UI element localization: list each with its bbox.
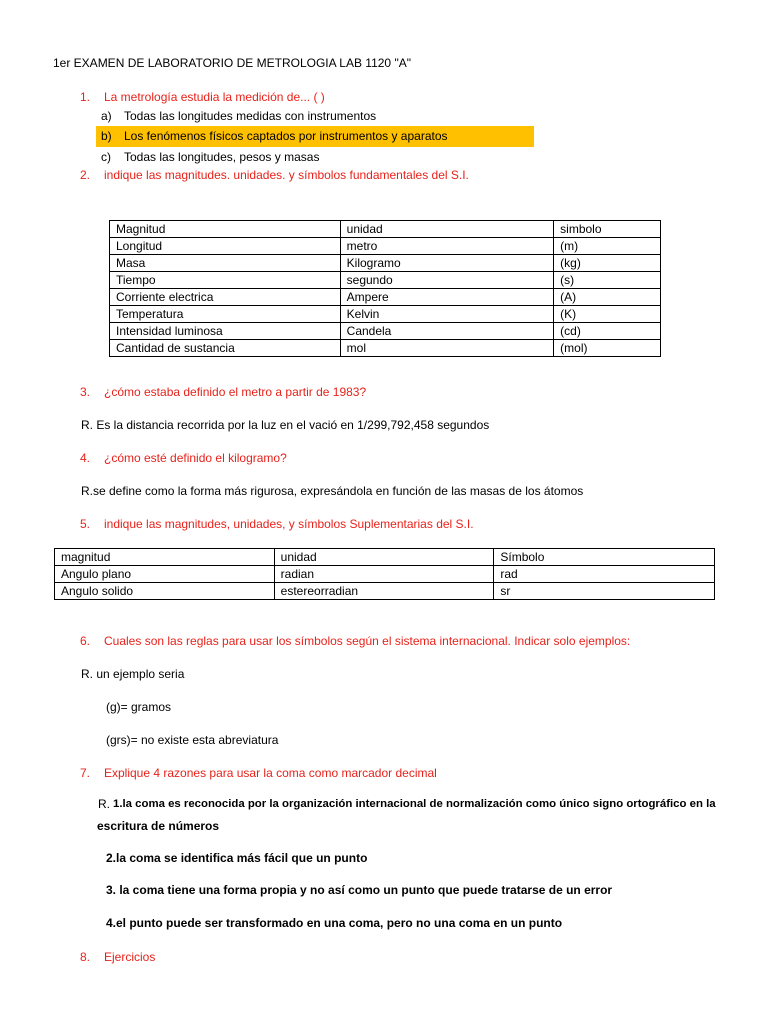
table-row [110,306,661,323]
question-5-text: indique las magnitudes, unidades, y símbolos Suplementarias del S.I. [104,517,474,531]
table-cell: metro [340,238,554,255]
table-cell: segundo [340,272,554,289]
table-row [55,566,715,583]
table-header-row [110,221,661,238]
question-2-text: indique las magnitudes. unidades. y símbolos fundamentales del S.I. [104,168,469,182]
table-cell: Kilogramo [340,255,554,272]
answer-3: R. Es la distancia recorrida por la luz en el vació en 1/299,792,458 segundos [81,418,490,432]
question-7-text: Explique 4 razones para usar la coma como marcador decimal [104,766,437,780]
table-cell: (cd) [554,323,661,340]
question-2-number: 2. [80,168,91,182]
answer-6: R. un ejemplo seria [81,667,185,681]
table-header-cell: simbolo [554,221,661,238]
table-header-cell: unidad [340,221,554,238]
question-4-number: 4. [80,451,91,465]
example-item: (grs)= no existe esta abreviatura [106,733,279,747]
table-cell: Corriente electrica [110,289,341,306]
reason-3: 3. la coma tiene una forma propia y no así como un punto que puede tratarse de un error [106,883,613,897]
table-cell: (s) [554,272,661,289]
option-c-letter: c) [101,150,111,164]
question-8-text: Ejercicios [104,950,156,964]
reason-1-line-2: escritura de números [97,819,220,833]
reason-4: 4.el punto puede ser transformado en una coma, pero no una coma en un punto [106,916,563,930]
table-cell: Temperatura [110,306,341,323]
option-b-letter: b) [101,129,112,143]
table-row [110,272,661,289]
table-cell: Angulo plano [55,566,275,583]
table-cell: (K) [554,306,661,323]
option-c-text: Todas las longitudes, pesos y masas [124,150,320,164]
table-cell: Intensidad luminosa [110,323,341,340]
reason-2: 2.la coma se identifica más fácil que un punto [106,851,368,865]
table-row [110,238,661,255]
table-cell: radian [274,566,494,583]
question-3-number: 3. [80,385,91,399]
fundamental-units-table [109,220,661,357]
table-cell: mol [340,340,554,357]
table-row [110,340,661,357]
example-item: (g)= gramos [106,700,172,714]
table-cell: rad [494,566,715,583]
table-row [55,583,715,600]
table-cell: Longitud [110,238,341,255]
table-cell: estereorradian [274,583,494,600]
question-1-number: 1. [80,90,91,104]
question-7-number: 7. [80,766,91,780]
question-8-number: 8. [80,950,91,964]
question-5-number: 5. [80,517,91,531]
question-1-text: La metrología estudia la medición de... ( ) [104,90,325,104]
question-6-text: Cuales son las reglas para usar los símbolos según el sistema internacional. Indicar solo ejemplos: [104,634,631,648]
table-cell: (m) [554,238,661,255]
table-cell: Tiempo [110,272,341,289]
table-row [110,255,661,272]
table-header-cell: unidad [274,549,494,566]
answer-4: R.se define como la forma más rigurosa, expresándola en función de las masas de los átomos [81,484,584,498]
page-title: 1er EXAMEN DE LABORATORIO DE METROLOGIA LAB 1120 "A" [53,56,411,70]
table-cell: Cantidad de sustancia [110,340,341,357]
question-6-number: 6. [80,634,91,648]
table-header-cell: magnitud [55,549,275,566]
table-cell: (A) [554,289,661,306]
reason-1-line-1: 1.la coma es reconocida por la organización internacional de normalización como único signo ortográfico en la [113,798,716,810]
option-a-text: Todas las longitudes medidas con instrumentos [124,109,377,123]
table-cell: sr [494,583,715,600]
table-header-row [55,549,715,566]
table-cell: (mol) [554,340,661,357]
question-3-text: ¿cómo estaba definido el metro a partir de 1983? [104,385,367,399]
table-cell: Angulo solido [55,583,275,600]
table-row [110,289,661,306]
table-cell: Candela [340,323,554,340]
answer-7-prefix: R. [98,797,110,811]
supplementary-units-table [54,548,715,600]
question-4-text: ¿cómo esté definido el kilogramo? [104,451,287,465]
table-cell: Masa [110,255,341,272]
table-cell: Kelvin [340,306,554,323]
table-cell: (kg) [554,255,661,272]
table-row [110,323,661,340]
table-header-cell: Magnitud [110,221,341,238]
option-b-text: Los fenómenos físicos captados por instrumentos y aparatos [124,129,448,143]
table-cell: Ampere [340,289,554,306]
option-a-letter: a) [101,109,112,123]
table-header-cell: Símbolo [494,549,715,566]
